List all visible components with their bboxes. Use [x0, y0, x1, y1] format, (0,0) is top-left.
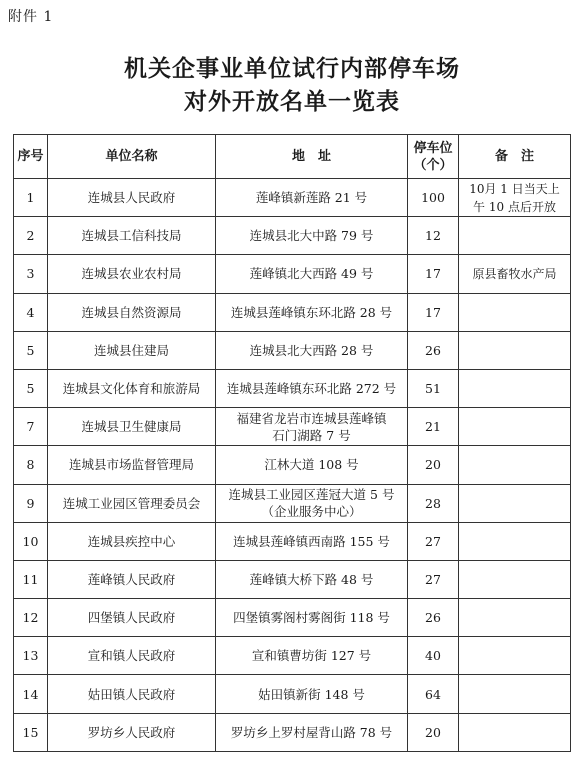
- cell-address: [216, 408, 408, 446]
- table-row: [14, 293, 571, 331]
- cell-remarks: [459, 484, 571, 522]
- cell-parking-count: 51: [408, 369, 459, 407]
- cell-address-line-1: 莲峰镇北大西路 49 号: [249, 266, 374, 282]
- cell-address-line-1: 连城县北大西路 28 号: [249, 342, 374, 358]
- cell-remarks: [459, 637, 571, 675]
- cell-parking-count: 64: [408, 675, 459, 713]
- cell-address: [216, 217, 408, 255]
- cell-index: 4: [14, 293, 48, 331]
- cell-unit-name: 连城县市场监督管理局: [48, 446, 216, 484]
- cell-remarks: [459, 369, 571, 407]
- cell-address-line-1: 连城县莲峰镇西南路 155 号: [233, 533, 390, 549]
- cell-address: [216, 599, 408, 637]
- table-body: [14, 179, 571, 752]
- attachment-label: 附件 1: [8, 9, 54, 25]
- cell-parking-count: 26: [408, 331, 459, 369]
- table-row: [14, 637, 571, 675]
- cell-parking-count: 17: [408, 293, 459, 331]
- cell-address-line-1: 连城县北大中路 79 号: [249, 228, 374, 244]
- header-remarks: 备 注: [459, 135, 571, 179]
- cell-address-line-1: 连城县莲峰镇东环北路 28 号: [230, 304, 393, 320]
- cell-index: 5: [14, 331, 48, 369]
- table-row: [14, 217, 571, 255]
- table-row: [14, 560, 571, 598]
- cell-remarks: [459, 446, 571, 484]
- table-row: [14, 675, 571, 713]
- cell-index: 5: [14, 369, 48, 407]
- title-line-1: 机关企事业单位试行内部停车场: [124, 55, 460, 82]
- table-row: [14, 713, 571, 751]
- cell-index: 7: [14, 408, 48, 446]
- cell-index: 9: [14, 484, 48, 522]
- cell-parking-count: 27: [408, 560, 459, 598]
- cell-address: [216, 331, 408, 369]
- cell-index: 1: [14, 179, 48, 217]
- cell-remarks: [459, 293, 571, 331]
- cell-unit-name: 连城县工信科技局: [48, 217, 216, 255]
- title-line-2: 对外开放名单一览表: [184, 88, 400, 115]
- cell-remarks: [459, 255, 571, 293]
- document-title: [0, 52, 584, 118]
- cell-remarks-line-1: 10月 1 日当天上: [469, 181, 560, 196]
- cell-unit-name: 罗坊乡人民政府: [48, 713, 216, 751]
- cell-unit-name: 连城县文化体育和旅游局: [48, 369, 216, 407]
- cell-remarks-line-2: 午 10 点后开放: [473, 199, 556, 214]
- cell-unit-name: 连城县疾控中心: [48, 522, 216, 560]
- cell-address: [216, 446, 408, 484]
- cell-address: [216, 484, 408, 522]
- cell-parking-count: 20: [408, 713, 459, 751]
- cell-address: [216, 522, 408, 560]
- cell-index: 10: [14, 522, 48, 560]
- table-row: [14, 484, 571, 522]
- cell-address: [216, 179, 408, 217]
- cell-unit-name: 莲峰镇人民政府: [48, 560, 216, 598]
- header-parking-line-1: 停车位: [413, 140, 453, 156]
- table-row: [14, 522, 571, 560]
- cell-index: 2: [14, 217, 48, 255]
- cell-address-line-1: 莲峰镇大桥下路 48 号: [249, 571, 374, 587]
- cell-index: 11: [14, 560, 48, 598]
- cell-address-line-1: 江林大道 108 号: [264, 457, 359, 473]
- cell-address: [216, 369, 408, 407]
- cell-unit-name: 四堡镇人民政府: [48, 599, 216, 637]
- cell-address: [216, 255, 408, 293]
- table-row: [14, 331, 571, 369]
- header-address: 地 址: [216, 135, 408, 179]
- table-row: [14, 599, 571, 637]
- cell-parking-count: 21: [408, 408, 459, 446]
- cell-address: [216, 713, 408, 751]
- cell-unit-name: 连城工业园区管理委员会: [48, 484, 216, 522]
- cell-remarks: [459, 179, 571, 217]
- cell-address-line-1: 连城县工业园区莲冠大道 5 号: [228, 487, 395, 503]
- table-header-row: [14, 135, 571, 179]
- header-unit-name: 单位名称: [48, 135, 216, 179]
- cell-unit-name: 姑田镇人民政府: [48, 675, 216, 713]
- cell-address-line-2: （企业服务中心）: [261, 504, 362, 520]
- cell-unit-name: 宣和镇人民政府: [48, 637, 216, 675]
- cell-parking-count: 12: [408, 217, 459, 255]
- table-row: [14, 179, 571, 217]
- cell-unit-name: 连城县卫生健康局: [48, 408, 216, 446]
- cell-address-line-2: 石门湖路 7 号: [272, 427, 351, 443]
- cell-remarks: [459, 217, 571, 255]
- cell-unit-name: 连城县住建局: [48, 331, 216, 369]
- cell-parking-count: 27: [408, 522, 459, 560]
- cell-address-line-1: 四堡镇雾阁村雾阁街 118 号: [233, 610, 390, 626]
- cell-address: [216, 293, 408, 331]
- cell-address-line-1: 罗坊乡上罗村屋背山路 78 号: [230, 724, 393, 740]
- header-index: 序号: [14, 135, 48, 179]
- cell-remarks: [459, 560, 571, 598]
- cell-remarks: [459, 713, 571, 751]
- cell-index: 12: [14, 599, 48, 637]
- parking-list-table: [13, 134, 571, 752]
- cell-address: [216, 675, 408, 713]
- cell-address-line-1: 连城县莲峰镇东环北路 272 号: [226, 381, 397, 397]
- cell-index: 8: [14, 446, 48, 484]
- cell-address-line-1: 莲峰镇新莲路 21 号: [255, 190, 368, 206]
- cell-address-line-1: 姑田镇新街 148 号: [258, 686, 365, 702]
- cell-remarks: [459, 599, 571, 637]
- cell-parking-count: 20: [408, 446, 459, 484]
- cell-remarks: [459, 408, 571, 446]
- cell-remarks-line-1: 原县畜牧水产局: [472, 266, 557, 281]
- table-row: [14, 408, 571, 446]
- cell-parking-count: 17: [408, 255, 459, 293]
- cell-address: [216, 637, 408, 675]
- cell-remarks: [459, 331, 571, 369]
- table-row: [14, 369, 571, 407]
- cell-remarks: [459, 675, 571, 713]
- cell-parking-count: 40: [408, 637, 459, 675]
- cell-address: [216, 560, 408, 598]
- cell-remarks: [459, 522, 571, 560]
- cell-unit-name: 连城县自然资源局: [48, 293, 216, 331]
- cell-index: 3: [14, 255, 48, 293]
- header-parking-line-2: （个）: [413, 157, 453, 173]
- cell-unit-name: 连城县农业农村局: [48, 255, 216, 293]
- table-row: [14, 446, 571, 484]
- cell-address-line-1: 宣和镇曹坊街 127 号: [251, 648, 372, 664]
- cell-parking-count: 26: [408, 599, 459, 637]
- cell-index: 15: [14, 713, 48, 751]
- table-row: [14, 255, 571, 293]
- cell-unit-name: 连城县人民政府: [48, 179, 216, 217]
- cell-index: 14: [14, 675, 48, 713]
- cell-parking-count: 28: [408, 484, 459, 522]
- cell-index: 13: [14, 637, 48, 675]
- cell-address-line-1: 福建省龙岩市连城县莲峰镇: [236, 410, 387, 426]
- header-parking: [408, 135, 459, 179]
- cell-parking-count: 100: [408, 179, 459, 217]
